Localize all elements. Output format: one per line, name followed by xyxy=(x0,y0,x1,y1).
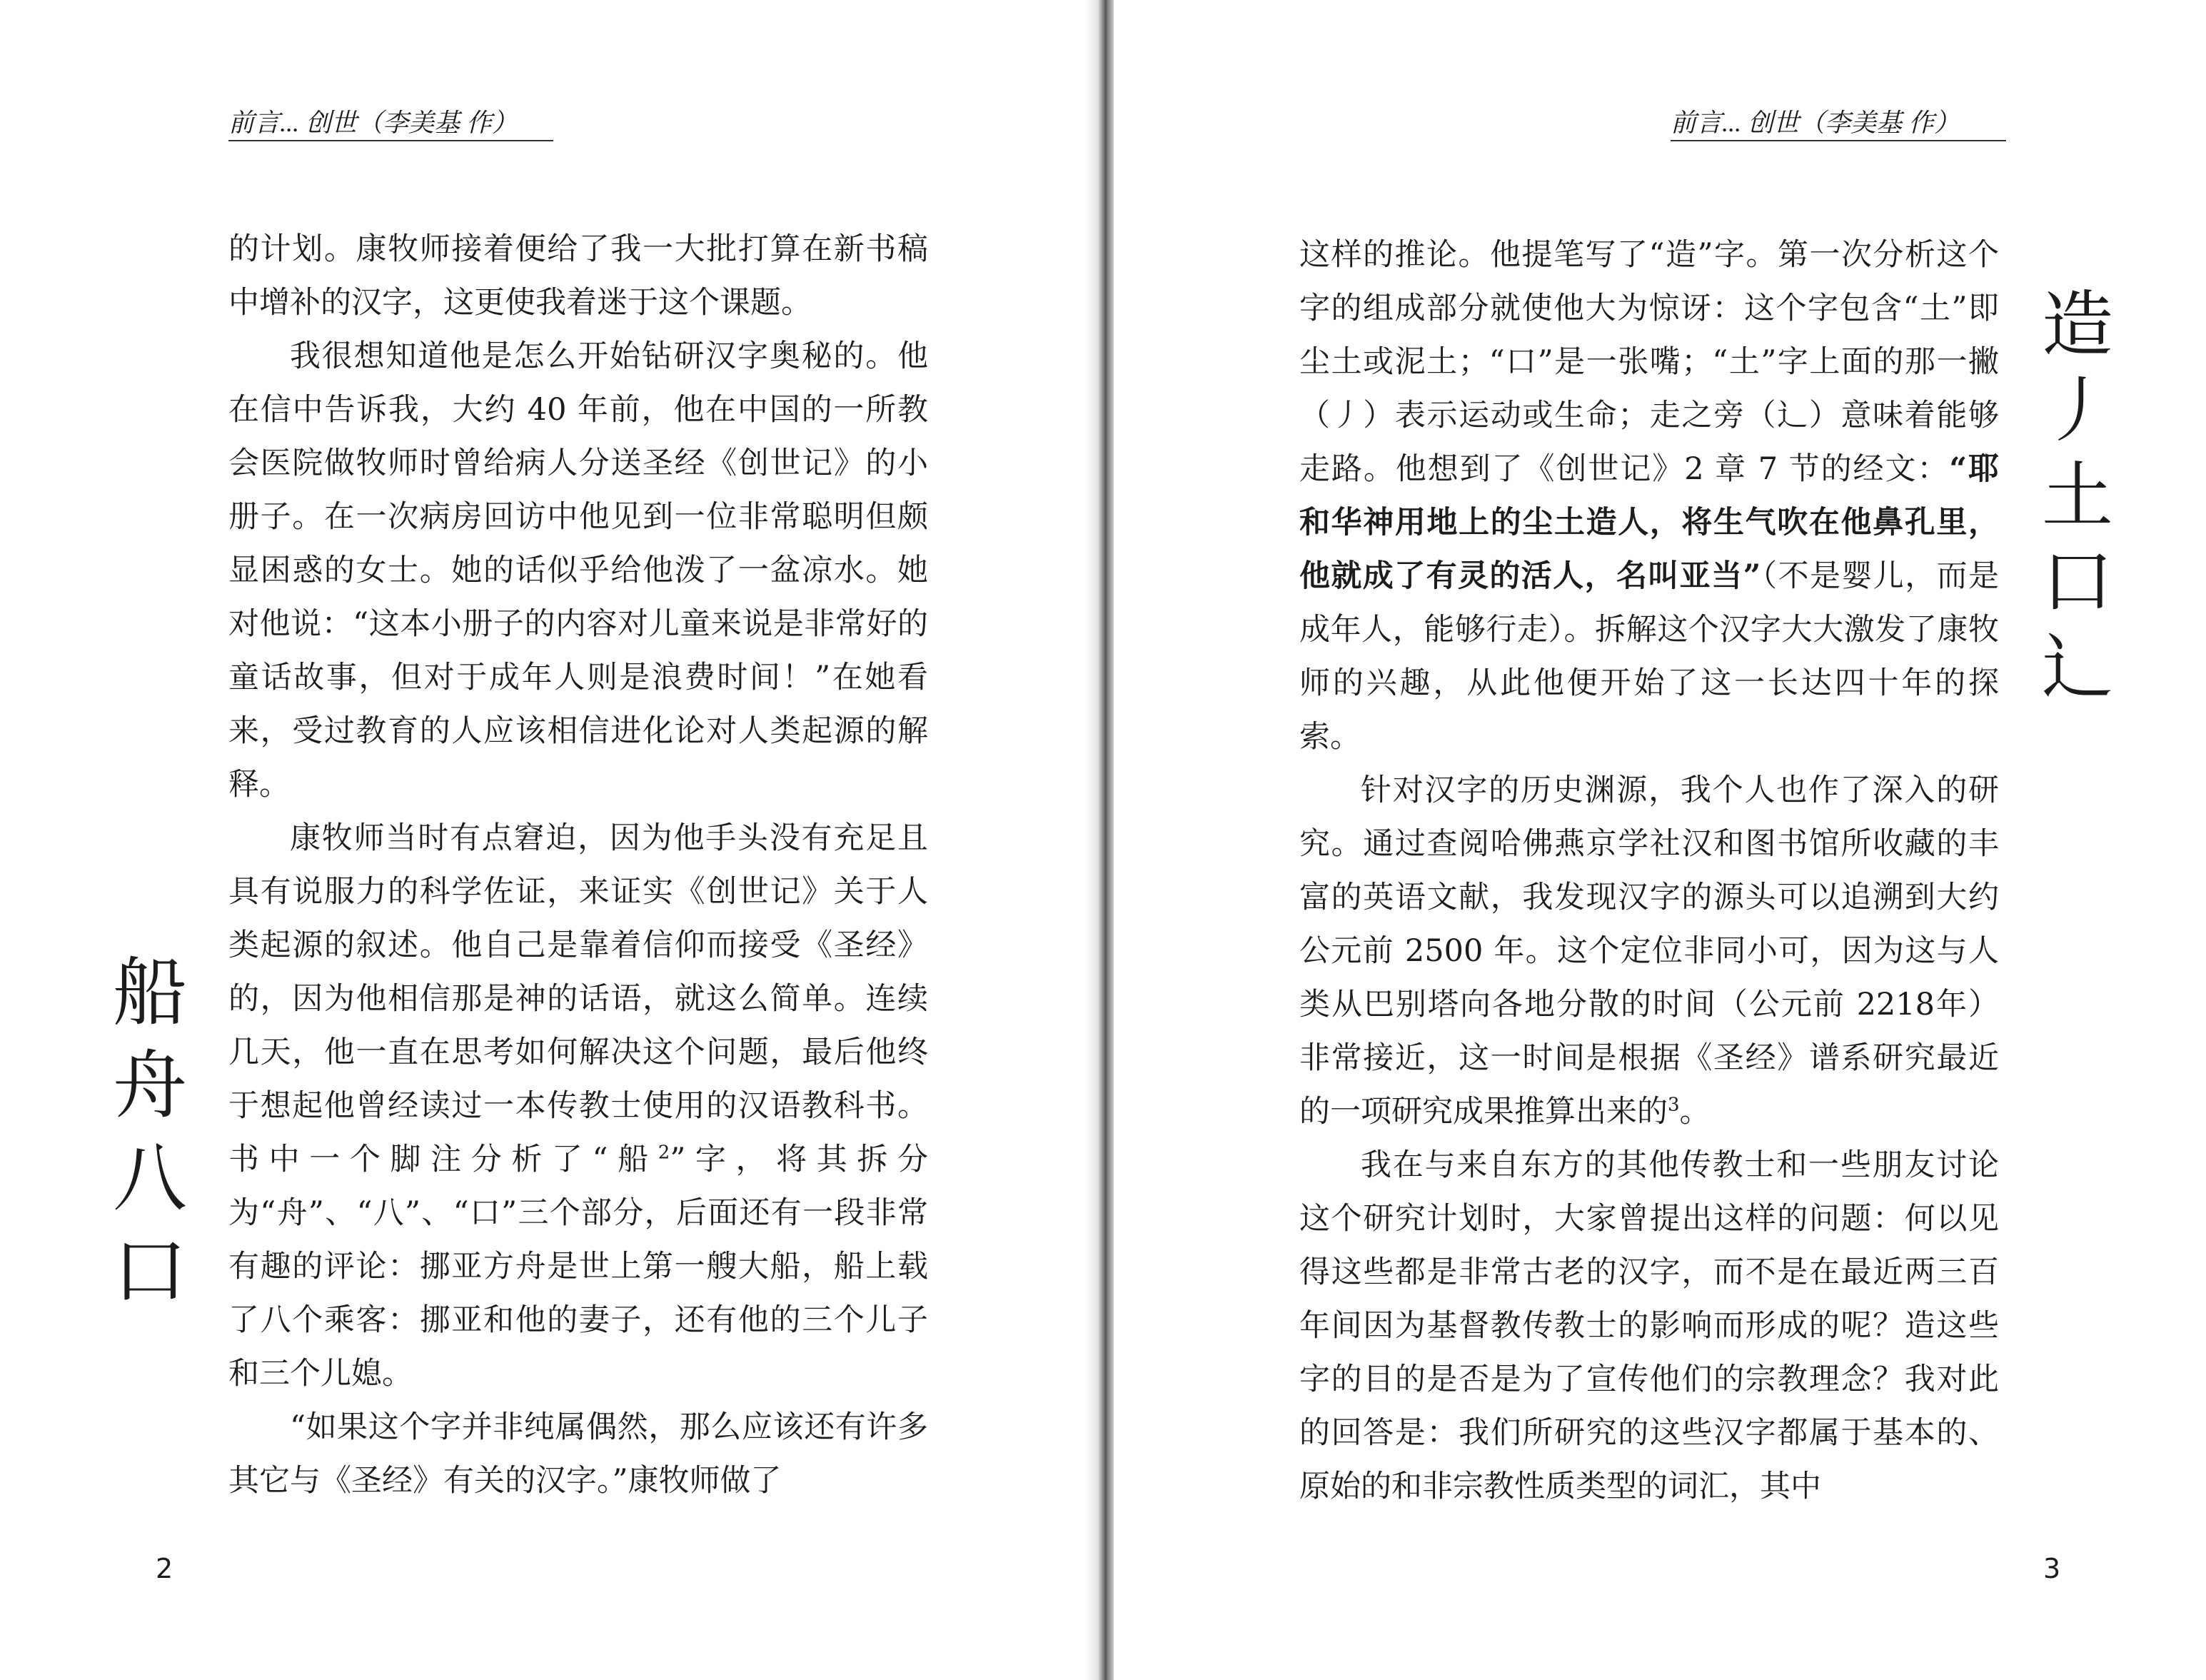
footnote-mark: 3 xyxy=(1668,1094,1680,1116)
running-head-left: 前言... 创世（李美基 作） xyxy=(228,106,553,141)
running-head-right: 前言... 创世（李美基 作） xyxy=(1671,106,2006,141)
page-number-left: 2 xyxy=(156,1553,173,1584)
left-body-text xyxy=(228,223,928,1508)
paragraph: 我很想知道他是怎么开始钻研汉字奥秘的。他在信中告诉我，大约 40 年前，他在中国的一所教会医院做牧师时曾给病人分送圣经《创世记》的小册子。在一次病房回访中他见到一位非常聪明但颇显困惑的女士。她的话似乎给他泼了一盆凉水。她对他说：“这本小册子的内容对儿童来说是非常好的童话故事，但对于成年人则是浪费时间！”在她看来，受过教育的人应该相信进化论对人类起源的解释。 xyxy=(228,338,928,803)
paragraph-part: ”字，将其拆分为“舟”、“八”、“口”三个部分，后面还有一段非常有趣的评论：挪亚方舟是世上第一艘大船，船上载了八个乘客：挪亚和他的妻子，还有他的三个儿子和三个儿媳。 xyxy=(228,1142,929,1392)
left-page xyxy=(0,0,1099,1680)
paragraph xyxy=(1299,228,1999,764)
paragraph: 我在与来自东方的其他传教士和一些朋友讨论这个研究计划时，大家曾提出这样的问题：何以见得这些都是非常古老的汉字，而不是在最近两三百年间因为基督教传教士的影响而形成的呢？造这些字的目的是否是为了宣传他们的宗教理念？我对此的回答是：我们所研究的这些汉字都属于基本的、原始的和非宗教性质类型的词汇，其中 xyxy=(1299,1147,1999,1504)
glyph: 造 xyxy=(2042,283,2113,366)
glyph-breakdown-chuan xyxy=(100,946,200,1317)
glyph: 丿 xyxy=(2042,368,2113,452)
paragraph-part: 。 xyxy=(1679,1094,1711,1130)
paragraph-part: 针对汉字的历史渊源，我个人也作了深入的研究。通过查阅哈佛燕京学社汉和图书馆所收藏的丰富的英语文献，我发现汉字的源头可以追溯到大约公元前 2500 年。这个定位非同小可，因为这与人类从巴别塔向各地分散的时间（公元前 2218年）非常接近，这一时间是根据《圣经》谱系研究最近的一项研究成果推算出来的 xyxy=(1299,773,1999,1130)
paragraph-part: （不是婴儿，而是成年人，能够行走）。拆解这个汉字大大激发了康牧师的兴趣，从此他便开始了这一长达四十年的探索。 xyxy=(1299,558,1999,755)
glyph: 船 xyxy=(112,949,187,1036)
paragraph-part: 康牧师当时有点窘迫，因为他手头没有充足且具有说服力的科学佐证，来证实《创世记》关于人类起源的叙述。他自己是靠着信仰而接受《圣经》的，因为他相信那是神的话语，就这么简单。连续几天，他一直在思考如何解决这个问题，最后他终于想起他曾经读过一本传教士使用的汉语教科书。书中一个脚注分析了“船 xyxy=(228,820,928,1177)
paragraph: 的计划。康牧师接着便给了我一大批打算在新书稿中增补的汉字，这更使我着迷于这个课题。 xyxy=(228,231,928,321)
glyph: 口 xyxy=(112,1227,187,1314)
paragraph xyxy=(228,812,928,1401)
right-page xyxy=(1114,0,2206,1680)
glyph-breakdown-zao xyxy=(2020,282,2135,710)
glyph: 土 xyxy=(2042,454,2113,538)
page-number-right: 3 xyxy=(2043,1553,2061,1584)
scripture-quote: “耶和华神用地上的尘土造人，将生气吹在他鼻孔里，他就成了有灵的活人，名叫亚当” xyxy=(1299,451,1999,594)
paragraph-part: 这样的推论。他提笔写了“造”字。第一次分析这个字的组成部分就使他大为惊讶：这个字包含“土”即尘土或泥土；“口”是一张嘴；“土”字上面的那一撇（丿）表示运动或生命；走之旁（辶）意味着能够走路。他想到了《创世记》2 章 7 节的经文： xyxy=(1299,237,1999,487)
right-body-text xyxy=(1299,228,1999,1514)
glyph: 八 xyxy=(112,1135,187,1222)
glyph: 口 xyxy=(2042,540,2113,623)
footnote-mark: 2 xyxy=(658,1142,670,1164)
paragraph xyxy=(1299,764,1999,1139)
glyph: 舟 xyxy=(112,1042,187,1129)
glyph: 辶 xyxy=(2042,625,2113,709)
paragraph: “如果这个字并非纯属偶然，那么应该还有许多其它与《圣经》有关的汉字。”康牧师做了 xyxy=(228,1409,928,1499)
